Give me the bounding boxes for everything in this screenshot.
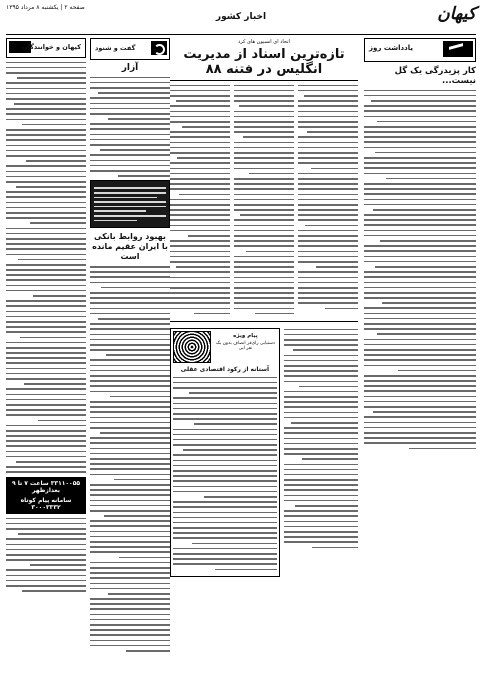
dialog-logo-icon bbox=[151, 41, 167, 55]
page-info: صفحه ۲ | یکشنبه ۸ مرداد ۱۳۹۵ bbox=[6, 4, 85, 11]
readers-label: کیهان و خوانندگان bbox=[22, 43, 81, 51]
main-article-body bbox=[170, 81, 358, 318]
dialog-banner bbox=[90, 38, 170, 60]
column-banner bbox=[364, 38, 476, 62]
section-title: اخبار کشور bbox=[215, 12, 267, 22]
left-column bbox=[6, 38, 170, 692]
quote-box bbox=[90, 180, 170, 228]
headline-kicker: اتحاد ای انسیون های کرد bbox=[238, 39, 290, 45]
dialog-label: گفت و شنود bbox=[95, 44, 136, 52]
newspaper-logo: کیهان bbox=[437, 4, 476, 24]
contact-phone-box bbox=[6, 477, 86, 514]
editorial-title: کار پزیدرگی یک گل نیست... bbox=[394, 66, 476, 86]
main-column bbox=[170, 38, 358, 692]
banner-label: یادداشت روز bbox=[369, 44, 413, 52]
readers-banner bbox=[6, 38, 86, 58]
right-column bbox=[364, 38, 476, 692]
main-headline: تازه‌ترین اسناد از مدیریت انگلیس در فتنه ۸۸ bbox=[183, 47, 345, 77]
box-title: پیام ویژه bbox=[233, 333, 258, 340]
page-header bbox=[6, 4, 476, 35]
side-article bbox=[284, 325, 358, 580]
spiral-image bbox=[173, 331, 211, 363]
box-subhead: آستانه از رکود اقتصادی عقلی bbox=[180, 366, 270, 374]
special-message-box bbox=[170, 328, 280, 577]
phone-line-1: ۳۳۱۱۰۰۵۵ ساعت ۷ تا ۹ بعدازظهر bbox=[11, 480, 81, 494]
banner-logo-icon bbox=[443, 41, 473, 57]
phone-line-2: سامانه پیام کوتاه ۳۰۰۰۳۳۳۲ bbox=[20, 497, 72, 511]
box-subtitle: دستیابی رای‌قر انصاف بدون یک نفر ایی bbox=[215, 341, 275, 352]
article-headline: بهبود روابط بانکی با ایران عقیم مانده است bbox=[92, 232, 168, 262]
column-title: آزار bbox=[121, 63, 139, 73]
editorial-body bbox=[364, 90, 476, 450]
